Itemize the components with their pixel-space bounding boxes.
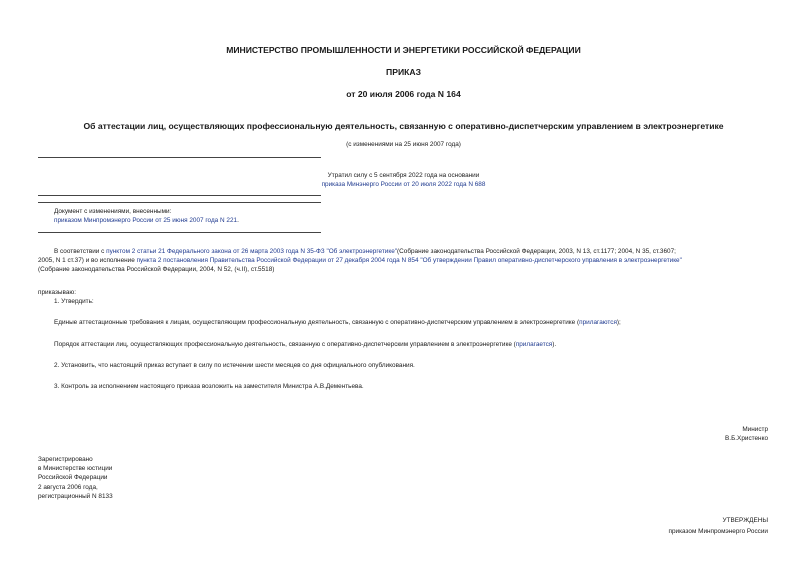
signature-title: Министр: [742, 426, 768, 433]
preamble-line-3: (Собрание законодательства Российской Федерации, 2004, N 52, (ч.II), ст.5518): [38, 266, 275, 273]
doc-type-heading: ПРИКАЗ: [386, 67, 421, 77]
date-number-heading: от 20 июля 2006 года N 164: [346, 89, 461, 99]
divider: [38, 202, 321, 203]
changes-link[interactable]: приказом Минпромэнерго России от 25 июня 2007 года N 221: [54, 217, 238, 224]
divider: [38, 232, 321, 233]
item-2: 2. Установить, что настоящий приказ вступает в силу по истечении шести месяцев со дня официального опубликования.: [54, 362, 415, 369]
preamble-line-1: В соответствии с пунктом 2 статьи 21 Федерального закона от 26 марта 2003 года N 35-ФЗ "Об электроэнергетике"(Собрание законодательства Российской Федерации, 2003, N 13, ст.1177; 2004, N 35, ст.3607;: [54, 248, 676, 255]
amendments-note: (с изменениями на 25 июня 2007 года): [346, 141, 461, 148]
divider: [38, 195, 321, 196]
ministry-heading: МИНИСТЕРСТВО ПРОМЫШЛЕННОСТИ И ЭНЕРГЕТИКИ РОССИЙСКОЙ ФЕДЕРАЦИИ: [226, 45, 581, 55]
approved-by: приказом Минпромэнерго России: [668, 528, 768, 535]
changes-note-label: Документ с изменениями, внесенными:: [54, 208, 172, 215]
registration-block: Зарегистрировано в Министерстве юстиции Российской Федерации 2 августа 2006 года, регистрационный N 8133: [38, 456, 113, 500]
repeal-status: Утратил силу с 5 сентября 2022 года на основании: [327, 172, 480, 179]
document-title: Об аттестации лиц, осуществляющих профессиональную деятельность, связанную с оперативно-диспетчерским управлением в электроэнергетике: [83, 121, 724, 131]
item-1a: Единые аттестационные требования к лицам, осуществляющим профессиональную деятельность, связанную с оперативно-диспетчерским управлением в электроэнергетике (прилагаются);: [54, 319, 621, 326]
repeal-link[interactable]: приказа Минэнерго России от 20 июля 2022 года N 688: [321, 181, 486, 188]
preamble-line-2: 2005, N 1 ст.37) и во исполнение пункта 2 постановления Правительства Российской Федерации от 27 декабря 2004 года N 854 "Об утверждении Правил оперативно-диспетчерского управления в электроэнергетике": [38, 257, 682, 264]
order-word: приказываю:: [38, 289, 76, 296]
signature-name: В.Б.Христенко: [725, 435, 768, 442]
item-1: 1. Утвердить:: [54, 298, 94, 305]
repeal-link-row: [100, 180, 707, 189]
decree-link[interactable]: пункта 2 постановления Правительства Российской Федерации от 27 декабря 2004 года N 854 "Об утверждении Правил оперативно-диспетчерского управления в электроэнергетике": [136, 257, 682, 264]
changes-note-row: приказом Минпромэнерго России от 25 июня 2007 года N 221.: [54, 217, 239, 224]
law-link[interactable]: пунктом 2 статьи 21 Федерального закона от 26 марта 2003 года N 35-ФЗ "Об электроэнергетике": [106, 248, 398, 255]
item-3: 3. Контроль за исполнением настоящего приказа возложить на заместителя Министра А.В.Дементьева.: [54, 383, 364, 390]
requirements-link[interactable]: прилагаются: [579, 319, 617, 326]
approved-heading: УТВЕРЖДЕНЫ: [722, 517, 768, 524]
divider: [38, 157, 321, 158]
procedure-link[interactable]: прилагается: [515, 341, 553, 348]
item-1b: Порядок аттестации лиц, осуществляющих профессиональную деятельность, связанную с оперативно-диспетчерским управлением в электроэнергетике (прилагается).: [54, 341, 557, 348]
